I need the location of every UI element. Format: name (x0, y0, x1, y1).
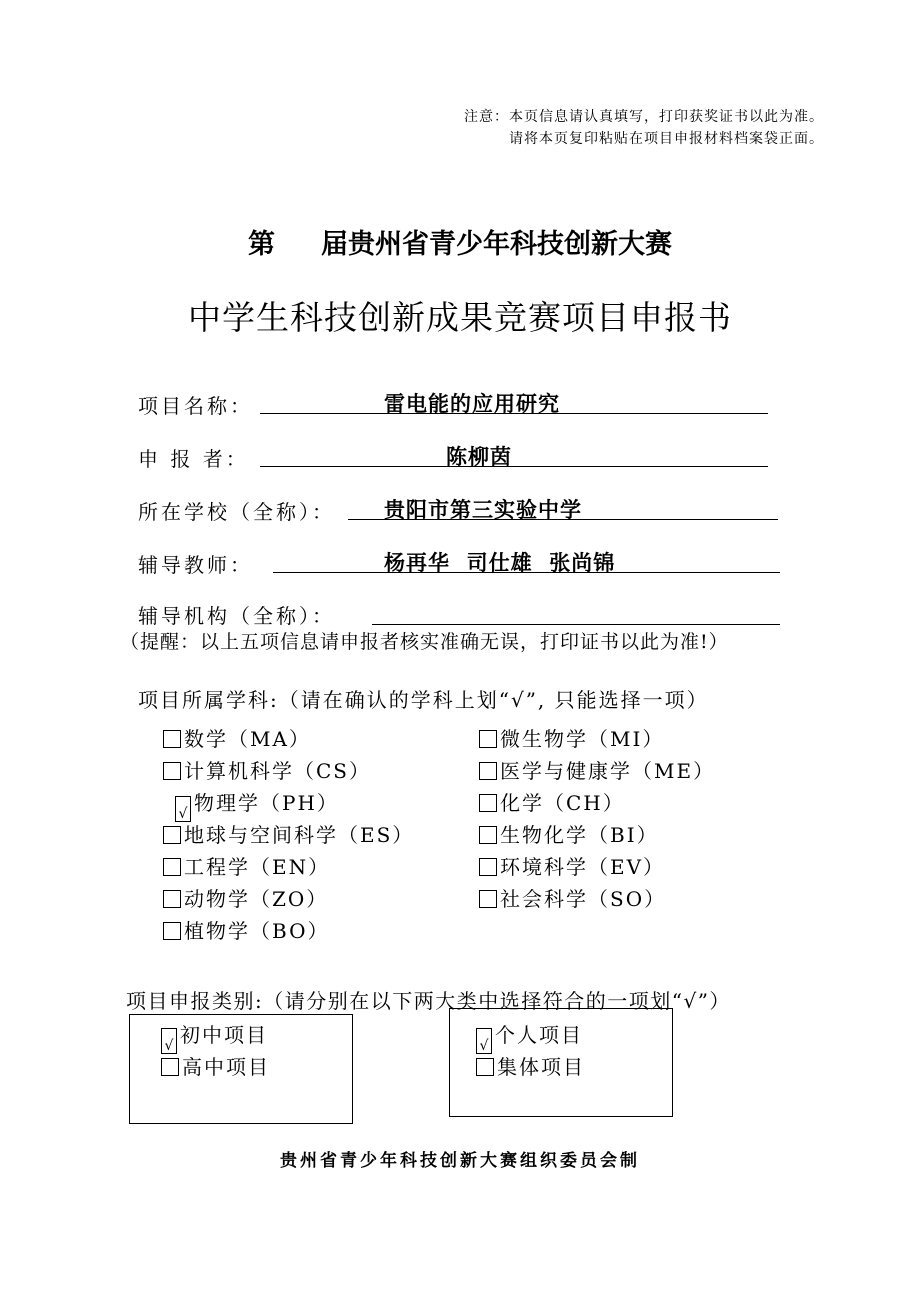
project-name-label: 项目名称： (138, 394, 253, 418)
subject-heading: 项目所属学科:（请在确认的学科上划“√”, 只能选择一项） (138, 688, 709, 712)
checked-box[interactable] (161, 1028, 177, 1054)
subject-left-column (163, 726, 414, 944)
reminder-text: （提醒：以上五项信息请申报者核实准确无误，打印证书以此为准!） (120, 631, 729, 653)
check-mark-icon: √ (178, 806, 188, 822)
option-label: 生物化学（BI） (500, 823, 659, 847)
category-option-junior[interactable] (161, 1022, 270, 1054)
option-label: 化学（CH） (500, 791, 625, 815)
subject-option-biochemistry[interactable] (479, 822, 715, 848)
checkbox[interactable] (163, 922, 181, 940)
checkbox[interactable] (479, 762, 497, 780)
category-option-group[interactable] (476, 1054, 585, 1080)
checkbox[interactable] (163, 762, 181, 780)
option-label: 植物学（BO） (184, 919, 330, 943)
option-label: 工程学（EN） (184, 855, 331, 879)
form-title: 中学生科技创新成果竞赛项目申报书 (188, 298, 732, 337)
category-option-senior[interactable] (161, 1054, 270, 1080)
level-options (161, 1022, 270, 1080)
category-option-individual[interactable] (476, 1022, 585, 1054)
option-label: 医学与健康学（ME） (500, 759, 716, 783)
notice-line-2: 请将本页复印粘贴在项目申报材料档案袋正面。 (509, 131, 824, 147)
advisor-label: 辅导教师： (138, 553, 253, 577)
option-label: 计算机科学（CS） (184, 759, 372, 783)
subject-option-math[interactable] (163, 726, 414, 752)
type-options (476, 1022, 585, 1080)
checkbox[interactable] (163, 730, 181, 748)
subject-option-medicine[interactable] (479, 758, 715, 784)
subject-option-chemistry[interactable] (479, 790, 715, 816)
checked-box[interactable] (476, 1028, 492, 1054)
project-name-value: 雷电能的应用研究 (384, 392, 560, 416)
title-suffix: 届贵州省青少年科技创新大赛 (321, 229, 672, 260)
school-label: 所在学校（全称）： (138, 500, 335, 524)
checkbox[interactable] (163, 826, 181, 844)
option-label: 社会科学（SO） (500, 887, 667, 911)
option-label: 初中项目 (180, 1023, 268, 1047)
option-label: 个人项目 (495, 1023, 583, 1047)
organizer-footer: 贵州省青少年科技创新大赛组织委员会制 (280, 1151, 640, 1171)
check-mark-icon: √ (479, 1038, 489, 1054)
subject-option-microbiology[interactable] (479, 726, 715, 752)
checked-box[interactable] (175, 796, 191, 822)
checkbox[interactable] (163, 858, 181, 876)
subject-option-physics[interactable] (163, 790, 414, 822)
checkbox[interactable] (479, 890, 497, 908)
option-label: 地球与空间科学（ES） (184, 823, 415, 847)
subject-option-social[interactable] (479, 886, 715, 912)
applicant-value: 陈柳茵 (446, 445, 512, 469)
check-mark-icon: √ (164, 1038, 174, 1054)
subject-right-column (479, 726, 715, 912)
checkbox[interactable] (163, 890, 181, 908)
subject-option-engineering[interactable] (163, 854, 414, 880)
option-label: 微生物学（MI） (500, 727, 665, 751)
subject-option-cs[interactable] (163, 758, 414, 784)
title-prefix: 第 (248, 229, 275, 260)
checkbox[interactable] (161, 1058, 179, 1076)
school-value: 贵阳市第三实验中学 (384, 498, 582, 522)
checkbox[interactable] (479, 794, 497, 812)
checkbox[interactable] (476, 1058, 494, 1076)
checkbox[interactable] (479, 826, 497, 844)
institution-underline[interactable] (372, 624, 780, 625)
advisor-value: 杨再华 司仕雄 张尚锦 (384, 551, 616, 575)
option-label: 集体项目 (497, 1055, 585, 1079)
option-label: 动物学（ZO） (184, 887, 329, 911)
option-label: 高中项目 (182, 1055, 270, 1079)
subject-option-botany[interactable] (163, 918, 414, 944)
competition-title (0, 222, 920, 261)
applicant-underline[interactable] (260, 466, 768, 467)
applicant-label: 申 报 者： (138, 447, 249, 471)
subject-option-environment[interactable] (479, 854, 715, 880)
subject-option-earth-space[interactable] (163, 822, 414, 848)
notice-line-1: 注意：本页信息请认真填写，打印获奖证书以此为准。 (464, 109, 824, 125)
subject-option-zoology[interactable] (163, 886, 414, 912)
option-label: 物理学（PH） (194, 791, 339, 815)
checkbox[interactable] (479, 730, 497, 748)
institution-label: 辅导机构（全称）： (138, 604, 335, 628)
category-heading: 项目申报类别:（请分别在以下两大类中选择符合的一项划“√”） (126, 989, 731, 1013)
option-label: 数学（MA） (184, 727, 311, 751)
option-label: 环境科学（EV） (500, 855, 666, 879)
checkbox[interactable] (479, 858, 497, 876)
